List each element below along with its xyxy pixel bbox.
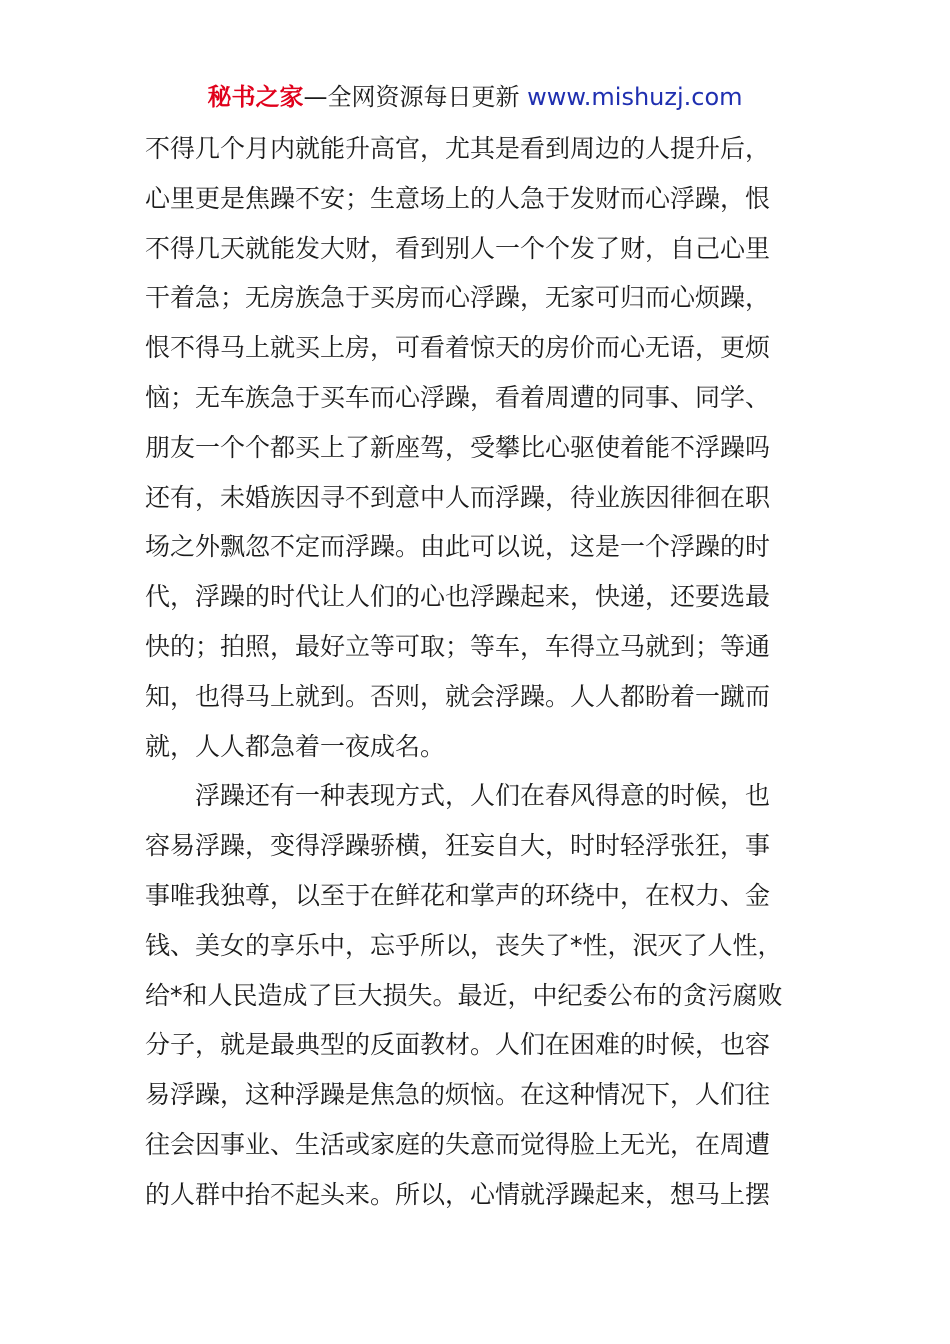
- text-line: 往会因事业、生活或家庭的失意而觉得脸上无光，在周遭: [145, 1129, 771, 1159]
- page-header: [0, 80, 950, 114]
- text-line: 钱、美女的享乐中，忘乎所以，丧失了*性，泯灭了人性，: [145, 930, 783, 960]
- text-line: 容易浮躁，变得浮躁骄横，狂妄自大，时时轻浮张狂，事: [145, 831, 771, 861]
- text-line: 的人群中抬不起头来。所以，心情就浮躁起来，想马上摆: [145, 1179, 771, 1209]
- text-line: 事唯我独尊，以至于在鲜花和掌声的环绕中，在权力、金: [145, 880, 771, 910]
- text-line: 知，也得马上就到。否则，就会浮躁。人人都盼着一蹴而: [145, 681, 771, 711]
- text-line: 恼；无车族急于买车而心浮躁，看着周遭的同事、同学、: [145, 382, 771, 412]
- text-line: 还有，未婚族因寻不到意中人而浮躁，待业族因徘徊在职: [145, 482, 771, 512]
- text-line: 就，人人都急着一夜成名。: [145, 731, 446, 761]
- text-line: 易浮躁，这种浮躁是焦急的烦恼。在这种情况下，人们往: [145, 1080, 771, 1110]
- text-line: 浮躁还有一种表现方式，人们在春风得意的时候，也: [145, 781, 771, 811]
- text-line: 干着急；无房族急于买房而心浮躁，无家可归而心烦躁，: [145, 283, 771, 313]
- document-body: [145, 124, 810, 1220]
- text-line: 代，浮躁的时代让人们的心也浮躁起来，快递，还要选最: [145, 582, 771, 612]
- text-line: 场之外飘忽不定而浮躁。由此可以说，这是一个浮躁的时: [145, 532, 771, 562]
- site-url-link[interactable]: www.mishuzj.com: [527, 83, 743, 111]
- brand-name: 秘书之家: [207, 83, 304, 111]
- text-line: 不得几个月内就能升高官，尤其是看到周边的人提升后，: [145, 134, 771, 163]
- text-line: 心里更是焦躁不安；生意场上的人急于发财而心浮躁，恨: [145, 183, 771, 213]
- text-line: 给*和人民造成了巨大损失。最近，中纪委公布的贪污腐败: [145, 980, 783, 1010]
- text-line: 快的；拍照，最好立等可取；等车，车得立马就到；等通: [145, 631, 771, 661]
- text-line: 分子，就是最典型的反面教材。人们在困难的时候，也容: [145, 1030, 771, 1060]
- header-tagline: —全网资源每日更新: [303, 83, 528, 111]
- text-line: 恨不得马上就买上房，可看着惊天的房价而心无语，更烦: [145, 333, 771, 363]
- text-line: 朋友一个个都买上了新座驾，受攀比心驱使着能不浮躁吗: [145, 432, 771, 462]
- text-line: 不得几天就能发大财，看到别人一个个发了财，自己心里: [145, 233, 771, 263]
